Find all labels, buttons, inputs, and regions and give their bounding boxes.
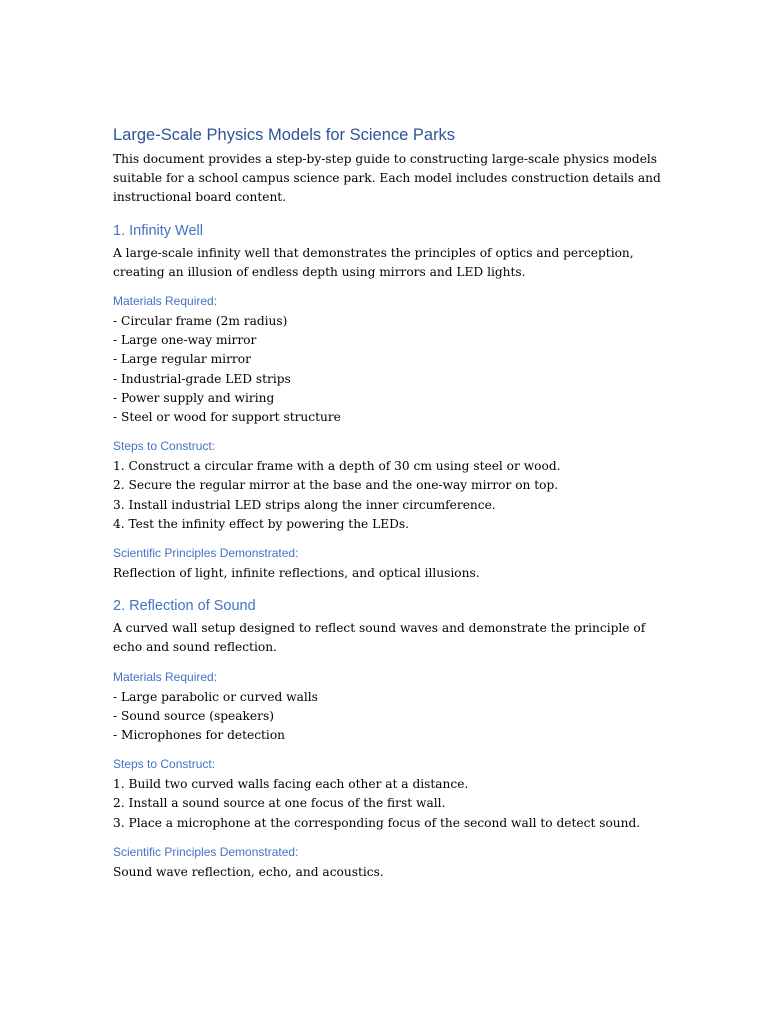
list-item: 2. Install a sound source at one focus of the first wall.	[113, 796, 446, 811]
steps-block	[113, 756, 673, 833]
principles-heading: Scientific Principles Demonstrated:	[113, 546, 299, 561]
list-item: - Industrial-grade LED strips	[113, 371, 291, 386]
list-item: 3. Install industrial LED strips along the inner circumference.	[113, 497, 496, 512]
section-description: A curved wall setup designed to reflect sound waves and demonstrate the principle of echo and sound reflection.	[113, 621, 646, 655]
list-item: - Large one-way mirror	[113, 333, 257, 348]
section-reflection-of-sound	[113, 596, 673, 882]
list-item: 1. Build two curved walls facing each other at a distance.	[113, 777, 469, 792]
list-item: - Circular frame (2m radius)	[113, 314, 288, 329]
materials-block	[113, 293, 673, 427]
list-item: 3. Place a microphone at the corresponding focus of the second wall to detect sound.	[113, 815, 641, 830]
principles-block	[113, 545, 673, 583]
list-item: - Large parabolic or curved walls	[113, 689, 318, 704]
principles-text: Sound wave reflection, echo, and acoustics.	[113, 864, 384, 879]
list-item: - Power supply and wiring	[113, 390, 275, 405]
steps-heading: Steps to Construct:	[113, 757, 216, 772]
materials-heading: Materials Required:	[113, 669, 218, 684]
list-item: - Large regular mirror	[113, 352, 251, 367]
steps-block	[113, 438, 673, 534]
list-item: 1. Construct a circular frame with a depth of 30 cm using steel or wood.	[113, 459, 561, 474]
document-title: Large-Scale Physics Models for Science Parks	[113, 126, 456, 144]
list-item: - Sound source (speakers)	[113, 708, 274, 723]
section-description: A large-scale infinity well that demonstrates the principles of optics and perception, creating an illusion of endless depth using mirrors and LED lights.	[113, 245, 634, 279]
steps-heading: Steps to Construct:	[113, 439, 216, 454]
principles-block	[113, 844, 673, 882]
principles-heading: Scientific Principles Demonstrated:	[113, 844, 299, 859]
section-infinity-well	[113, 221, 673, 584]
list-item: 2. Secure the regular mirror at the base and the one-way mirror on top.	[113, 478, 559, 493]
section-heading: 1. Infinity Well	[113, 222, 203, 239]
materials-heading: Materials Required:	[113, 294, 218, 309]
document-intro: This document provides a step-by-step guide to constructing large-scale physics models suitable for a school campus science park. Each model includes construction details and instructional board content.	[113, 152, 661, 205]
list-item: 4. Test the infinity effect by powering the LEDs.	[113, 516, 410, 531]
document-page	[113, 124, 673, 882]
list-item: - Steel or wood for support structure	[113, 410, 341, 425]
principles-text: Reflection of light, infinite reflections, and optical illusions.	[113, 566, 480, 581]
section-heading: 2. Reflection of Sound	[113, 598, 256, 615]
materials-block	[113, 669, 673, 746]
list-item: - Microphones for detection	[113, 728, 286, 743]
